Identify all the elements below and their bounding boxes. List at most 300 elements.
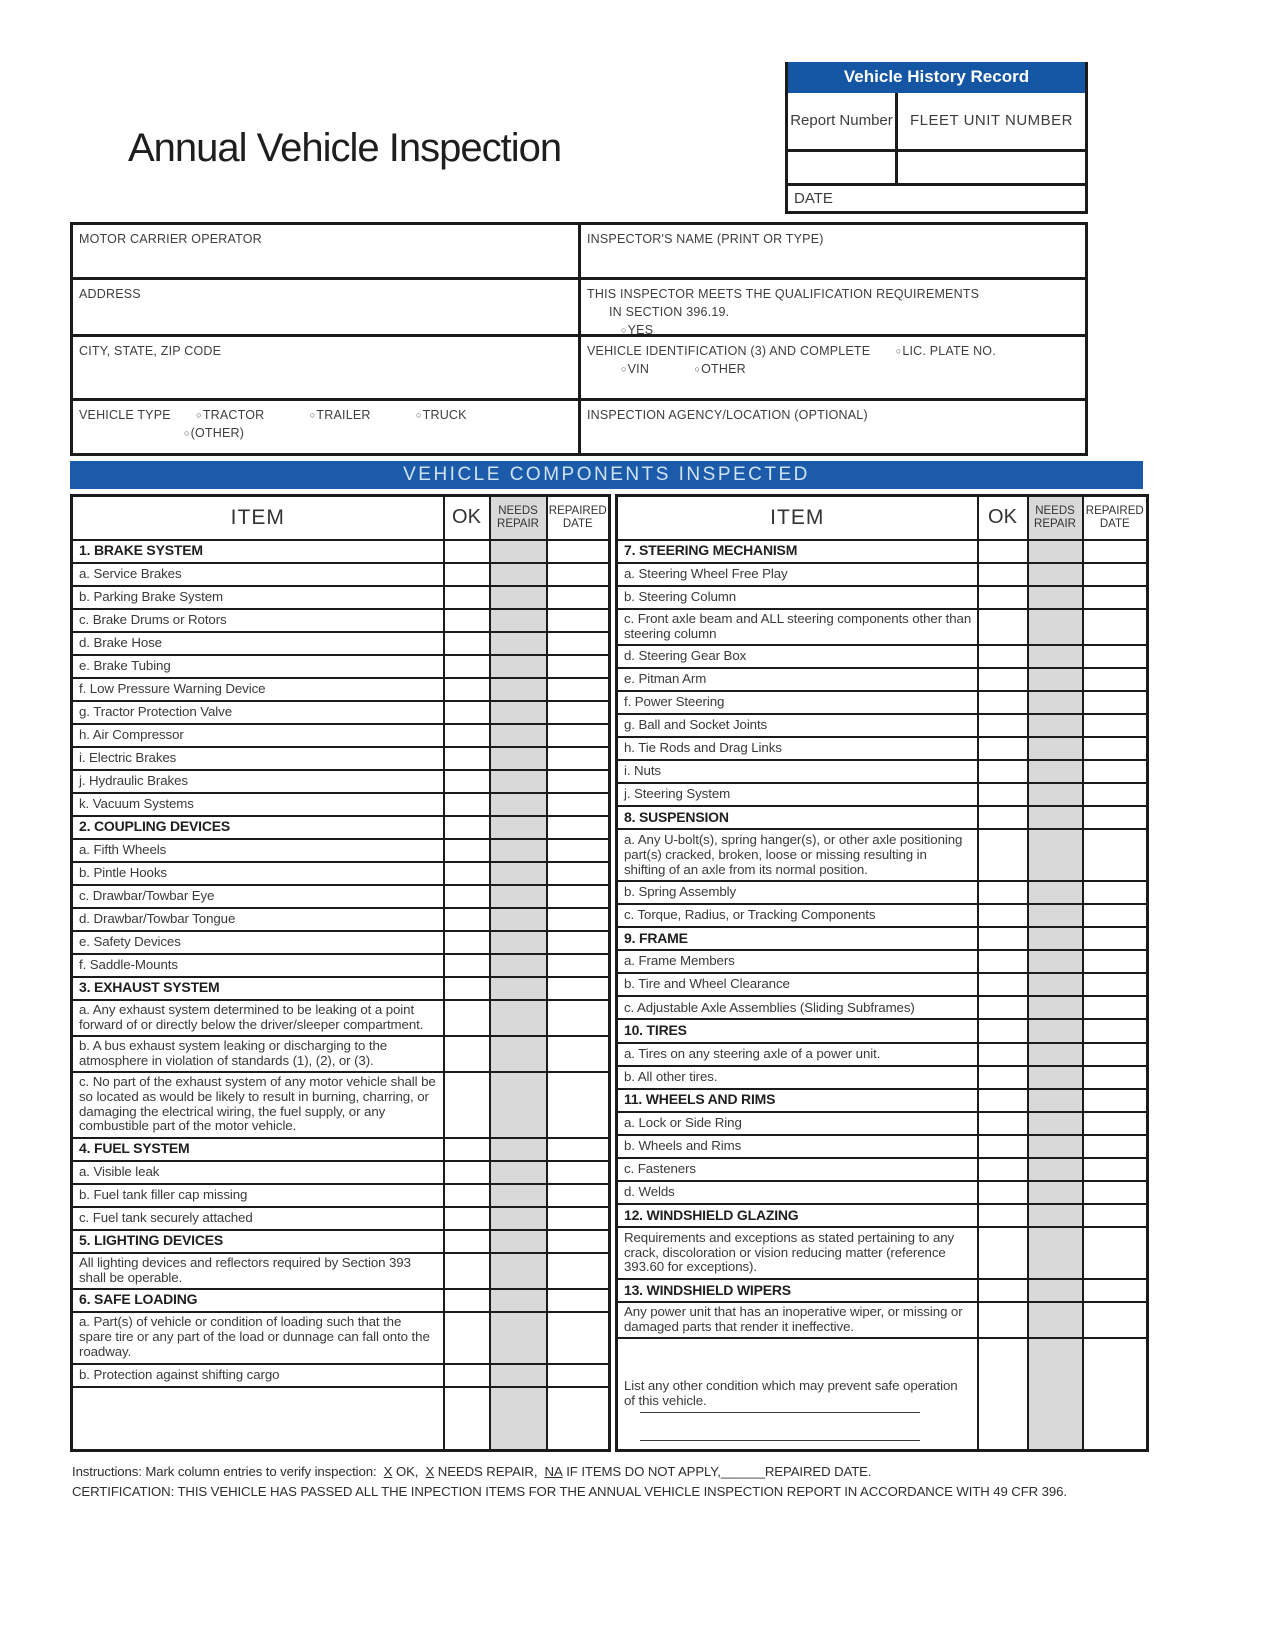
repaired-date-cell[interactable]: [1083, 1302, 1148, 1338]
ok-cell[interactable]: [978, 1066, 1028, 1089]
ok-cell[interactable]: [444, 1312, 490, 1364]
ok-cell[interactable]: [444, 816, 490, 839]
ok-cell[interactable]: [444, 1161, 490, 1184]
table-row: [72, 816, 610, 839]
repaired-date-cell[interactable]: [1083, 996, 1148, 1019]
ok-cell[interactable]: [978, 760, 1028, 783]
needs-repair-cell[interactable]: [1028, 540, 1083, 563]
table-row: [617, 806, 1148, 829]
ok-cell[interactable]: [444, 1000, 490, 1036]
ok-cell[interactable]: [444, 908, 490, 931]
ok-cell[interactable]: [978, 714, 1028, 737]
item-label: [617, 1181, 978, 1204]
repaired-date-cell[interactable]: [1083, 1204, 1148, 1227]
needs-repair-cell[interactable]: [1028, 1338, 1083, 1450]
repaired-date-cell[interactable]: [547, 1364, 610, 1387]
radio-trailer[interactable]: [310, 408, 371, 422]
ok-cell[interactable]: [444, 701, 490, 724]
repaired-date-cell[interactable]: [547, 1072, 610, 1138]
ok-cell[interactable]: [444, 678, 490, 701]
ok-cell[interactable]: [978, 950, 1028, 973]
write-in-line[interactable]: [640, 1440, 920, 1441]
repaired-date-cell[interactable]: [547, 586, 610, 609]
needs-repair-cell[interactable]: [490, 931, 547, 954]
ok-cell[interactable]: [978, 1019, 1028, 1042]
ok-cell[interactable]: [444, 862, 490, 885]
repaired-date-cell[interactable]: [547, 770, 610, 793]
ok-cell[interactable]: [444, 1138, 490, 1161]
item-text: a. Part(s) of vehicle or condition of loading such that the spare tire or any part of the load or dunnage can fall onto the roadway.: [79, 1314, 430, 1359]
repaired-date-cell[interactable]: [547, 793, 610, 816]
ok-cell[interactable]: [444, 724, 490, 747]
write-in-line[interactable]: [640, 1412, 920, 1413]
repaired-date-cell[interactable]: [547, 701, 610, 724]
ok-cell[interactable]: [444, 1387, 490, 1451]
section-header: [617, 1204, 978, 1227]
item-text: b. Parking Brake System: [79, 588, 224, 604]
ok-cell[interactable]: [978, 563, 1028, 586]
item-label: [72, 1364, 444, 1387]
needs-repair-cell[interactable]: [490, 908, 547, 931]
item-label: [72, 885, 444, 908]
ok-cell[interactable]: [444, 885, 490, 908]
city-state-zip-field[interactable]: [73, 337, 581, 401]
needs-repair-cell[interactable]: [1028, 1112, 1083, 1135]
needs-repair-cell[interactable]: [1028, 1135, 1083, 1158]
repaired-date-cell[interactable]: [547, 1230, 610, 1253]
item-label: [72, 793, 444, 816]
repaired-date-cell[interactable]: [1083, 1338, 1148, 1450]
ok-cell[interactable]: [444, 655, 490, 678]
table-row: [617, 829, 1148, 881]
repaired-date-cell[interactable]: [547, 1253, 610, 1289]
ok-cell[interactable]: [444, 1072, 490, 1138]
item-label: [72, 724, 444, 747]
ok-cell[interactable]: [444, 954, 490, 977]
radio-vin[interactable]: [587, 362, 649, 376]
ok-cell[interactable]: [444, 586, 490, 609]
item-text: b. Fuel tank filler cap missing: [79, 1186, 248, 1202]
repaired-date-cell[interactable]: [1083, 1089, 1148, 1112]
ok-cell[interactable]: [978, 829, 1028, 881]
repaired-date-cell[interactable]: [1083, 1227, 1148, 1279]
table-row: [72, 655, 610, 678]
table-row: [72, 1364, 610, 1387]
needs-repair-cell[interactable]: [490, 678, 547, 701]
date-field[interactable]: [788, 183, 1085, 211]
ok-cell[interactable]: [444, 1207, 490, 1230]
needs-repair-cell[interactable]: [1028, 668, 1083, 691]
ok-cell[interactable]: [978, 996, 1028, 1019]
needs-repair-cell[interactable]: [490, 1312, 547, 1364]
repaired-date-cell[interactable]: [1083, 645, 1148, 668]
ok-cell[interactable]: [978, 1089, 1028, 1112]
needs-repair-cell[interactable]: [490, 1072, 547, 1138]
repaired-date-cell[interactable]: [547, 632, 610, 655]
repaired-date-cell[interactable]: [1083, 1066, 1148, 1089]
needs-repair-cell[interactable]: [1028, 1204, 1083, 1227]
needs-repair-cell[interactable]: [1028, 1279, 1083, 1302]
needs-repair-cell[interactable]: [490, 563, 547, 586]
ok-cell[interactable]: [444, 931, 490, 954]
needs-repair-cell[interactable]: [490, 747, 547, 770]
needs-repair-cell[interactable]: [490, 1387, 547, 1451]
motor-carrier-operator-label: MOTOR CARRIER OPERATOR: [79, 232, 262, 246]
ok-cell[interactable]: [444, 977, 490, 1000]
item-text: a. Steering Wheel Free Play: [624, 565, 788, 581]
repaired-date-cell[interactable]: [547, 1184, 610, 1207]
other-option-label: OTHER: [701, 362, 746, 377]
table-row: [72, 1253, 610, 1289]
repaired-date-cell[interactable]: [1083, 668, 1148, 691]
inspector-name-label: INSPECTOR'S NAME (PRINT OR TYPE): [587, 232, 824, 246]
ok-cell[interactable]: [444, 747, 490, 770]
ok-cell[interactable]: [444, 1184, 490, 1207]
repaired-date-cell[interactable]: [547, 839, 610, 862]
radio-circle-icon: ○: [621, 364, 627, 375]
item-text: b. Protection against shifting cargo: [79, 1366, 280, 1382]
item-label: [72, 1184, 444, 1207]
item-label: [72, 908, 444, 931]
needs-repair-cell[interactable]: [490, 816, 547, 839]
repaired-date-cell[interactable]: [547, 816, 610, 839]
ok-cell[interactable]: [444, 1289, 490, 1312]
repaired-date-cell[interactable]: [1083, 806, 1148, 829]
table-row: [617, 1135, 1148, 1158]
radio-tractor[interactable]: [196, 408, 264, 422]
item-text: h. Tie Rods and Drag Links: [624, 739, 782, 755]
needs-repair-cell[interactable]: [490, 1000, 547, 1036]
needs-repair-cell[interactable]: [1028, 760, 1083, 783]
needs-repair-cell[interactable]: [1028, 904, 1083, 927]
section-header: [617, 927, 978, 950]
table-row: [617, 1204, 1148, 1227]
repaired-date-cell[interactable]: [1083, 737, 1148, 760]
ok-cell[interactable]: [978, 645, 1028, 668]
repaired-date-cell[interactable]: [1083, 1158, 1148, 1181]
ok-cell[interactable]: [978, 1158, 1028, 1181]
needs-repair-cell[interactable]: [490, 1184, 547, 1207]
repaired-date-cell[interactable]: [547, 1000, 610, 1036]
needs-repair-column-header: NEEDS REPAIR: [490, 496, 547, 540]
needs-repair-cell[interactable]: [490, 839, 547, 862]
repaired-date-cell[interactable]: [1083, 1135, 1148, 1158]
needs-repair-cell[interactable]: [490, 540, 547, 563]
ok-cell[interactable]: [444, 1253, 490, 1289]
seg-repaired-date: REPAIRED DATE.: [764, 1464, 872, 1479]
table-row: [72, 1184, 610, 1207]
needs-repair-cell[interactable]: [1028, 737, 1083, 760]
repaired-date-cell[interactable]: [1083, 1181, 1148, 1204]
ok-cell[interactable]: [978, 737, 1028, 760]
needs-repair-cell[interactable]: [1028, 1089, 1083, 1112]
needs-repair-cell[interactable]: [490, 793, 547, 816]
item-text: 3. EXHAUST SYSTEM: [79, 979, 220, 996]
needs-repair-cell[interactable]: [1028, 1019, 1083, 1042]
needs-repair-cell[interactable]: [490, 701, 547, 724]
needs-repair-cell[interactable]: [1028, 645, 1083, 668]
ok-cell[interactable]: [444, 839, 490, 862]
item-text: a. Service Brakes: [79, 565, 182, 581]
ok-cell[interactable]: [978, 540, 1028, 563]
components-table-left: [70, 494, 611, 1452]
needs-repair-cell[interactable]: [1028, 1181, 1083, 1204]
address-label: ADDRESS: [79, 287, 141, 301]
ok-cell[interactable]: [978, 904, 1028, 927]
item-label: [617, 609, 978, 645]
item-label: [617, 691, 978, 714]
item-label: [617, 563, 978, 586]
ok-cell[interactable]: [444, 793, 490, 816]
yes-option-label: YES: [627, 323, 654, 338]
needs-repair-cell[interactable]: [1028, 691, 1083, 714]
repaired-date-cell[interactable]: [547, 563, 610, 586]
section-header: [72, 1230, 444, 1253]
repaired-date-cell[interactable]: [547, 908, 610, 931]
ok-cell[interactable]: [978, 1279, 1028, 1302]
needs-repair-cell[interactable]: [1028, 1066, 1083, 1089]
needs-repair-cell[interactable]: [490, 1207, 547, 1230]
item-text: g. Tractor Protection Valve: [79, 703, 232, 719]
needs-repair-cell[interactable]: [490, 632, 547, 655]
item-text: b. Pintle Hooks: [79, 864, 167, 880]
table-header-row: [72, 496, 610, 540]
table-row: [72, 701, 610, 724]
ok-cell[interactable]: [978, 1112, 1028, 1135]
ok-cell[interactable]: [978, 1181, 1028, 1204]
repaired-date-cell[interactable]: [1083, 1112, 1148, 1135]
repaired-date-cell[interactable]: [1083, 1019, 1148, 1042]
repaired-date-cell[interactable]: [547, 1289, 610, 1312]
ok-cell[interactable]: [444, 1230, 490, 1253]
needs-repair-cell[interactable]: [1028, 783, 1083, 806]
ok-cell[interactable]: [978, 1135, 1028, 1158]
vehicle-history-record-title: Vehicle History Record: [788, 62, 1085, 93]
repaired-date-cell[interactable]: [1083, 586, 1148, 609]
repaired-date-cell[interactable]: [547, 931, 610, 954]
repaired-date-cell[interactable]: [547, 954, 610, 977]
ok-cell[interactable]: [978, 1043, 1028, 1066]
ok-cell[interactable]: [978, 586, 1028, 609]
repaired-date-cell[interactable]: [1083, 927, 1148, 950]
needs-repair-cell[interactable]: [1028, 973, 1083, 996]
repaired-date-cell[interactable]: [1083, 563, 1148, 586]
ok-cell[interactable]: [978, 881, 1028, 904]
table-row: [72, 1230, 610, 1253]
repaired-date-cell[interactable]: [547, 885, 610, 908]
repaired-date-cell[interactable]: [547, 724, 610, 747]
repaired-date-cell[interactable]: [1083, 1043, 1148, 1066]
table-row: [72, 632, 610, 655]
report-number-label: Report Number: [788, 93, 898, 149]
radio-other-id[interactable]: [694, 362, 745, 376]
needs-repair-cell[interactable]: [490, 724, 547, 747]
repaired-date-cell[interactable]: [1083, 691, 1148, 714]
repaired-date-cell[interactable]: [547, 862, 610, 885]
needs-repair-cell[interactable]: [490, 885, 547, 908]
ok-cell[interactable]: [978, 1302, 1028, 1338]
address-field[interactable]: [73, 280, 581, 337]
needs-repair-cell[interactable]: [1028, 881, 1083, 904]
needs-repair-cell[interactable]: [1028, 829, 1083, 881]
repaired-date-cell[interactable]: [1083, 829, 1148, 881]
item-text: 12. WINDSHIELD GLAZING: [624, 1206, 799, 1223]
item-label: [72, 931, 444, 954]
item-text: 11. WHEELS AND RIMS: [624, 1091, 776, 1108]
radio-circle-icon: ○: [309, 410, 316, 420]
needs-repair-cell[interactable]: [1028, 1043, 1083, 1066]
repaired-date-cell[interactable]: [547, 609, 610, 632]
repaired-date-cell[interactable]: [1083, 904, 1148, 927]
item-text: d. Drawbar/Towbar Tongue: [79, 910, 236, 926]
item-label: [617, 737, 978, 760]
item-text: 10. TIRES: [624, 1022, 687, 1039]
ok-cell[interactable]: [978, 927, 1028, 950]
repaired-date-cell[interactable]: [547, 977, 610, 1000]
ok-cell[interactable]: [444, 1036, 490, 1072]
ok-cell[interactable]: [444, 609, 490, 632]
table-row: [617, 973, 1148, 996]
ok-cell[interactable]: [978, 1204, 1028, 1227]
ok-cell[interactable]: [978, 806, 1028, 829]
radio-truck[interactable]: [416, 408, 467, 422]
needs-repair-cell[interactable]: [490, 1289, 547, 1312]
item-text: d. Welds: [624, 1183, 675, 1199]
item-text: g. Ball and Socket Joints: [624, 716, 768, 732]
mark-ok: X: [383, 1464, 393, 1479]
ok-cell[interactable]: [978, 1338, 1028, 1450]
item-label: [72, 954, 444, 977]
radio-circle-icon: ○: [621, 325, 627, 336]
ok-cell[interactable]: [444, 563, 490, 586]
instructions-prefix: Instructions: Mark column entries to verify inspection:: [72, 1464, 377, 1479]
item-label: [72, 609, 444, 632]
repaired-date-cell[interactable]: [1083, 1279, 1148, 1302]
radio-lic-plate[interactable]: [896, 344, 996, 358]
ok-cell[interactable]: [978, 609, 1028, 645]
needs-repair-cell[interactable]: [1028, 1158, 1083, 1181]
item-text: a. Lock or Side Ring: [624, 1114, 742, 1130]
needs-repair-cell[interactable]: [1028, 1227, 1083, 1279]
repaired-date-cell[interactable]: [1083, 540, 1148, 563]
repaired-date-cell[interactable]: [1083, 783, 1148, 806]
repaired-date-cell[interactable]: [547, 1138, 610, 1161]
needs-repair-cell[interactable]: [490, 1138, 547, 1161]
repaired-date-cell[interactable]: [1083, 760, 1148, 783]
item-text: c. Front axle beam and ALL steering components other than steering column: [624, 610, 972, 641]
ok-cell[interactable]: [978, 1227, 1028, 1279]
repaired-date-cell[interactable]: [1083, 973, 1148, 996]
item-text: c. Adjustable Axle Assemblies (Sliding Subframes): [624, 999, 915, 1015]
other-type-option-label: (OTHER): [190, 426, 245, 441]
table-row: [72, 1387, 610, 1451]
repaired-date-column-header: REPAIRED DATE: [1083, 496, 1148, 540]
item-text: c. Fuel tank securely attached: [79, 1209, 253, 1225]
needs-repair-cell[interactable]: [490, 1036, 547, 1072]
needs-repair-cell[interactable]: [1028, 950, 1083, 973]
needs-repair-cell[interactable]: [1028, 927, 1083, 950]
ok-cell[interactable]: [978, 691, 1028, 714]
report-number-field[interactable]: [788, 152, 898, 183]
ok-cell[interactable]: [444, 770, 490, 793]
needs-repair-cell[interactable]: [490, 586, 547, 609]
needs-repair-cell[interactable]: [1028, 586, 1083, 609]
item-label: [72, 839, 444, 862]
repaired-date-cell[interactable]: [547, 1161, 610, 1184]
repaired-date-cell[interactable]: [547, 1036, 610, 1072]
motor-carrier-operator-field[interactable]: [73, 225, 581, 280]
item-text: i. Electric Brakes: [79, 749, 177, 765]
needs-repair-cell[interactable]: [490, 1253, 547, 1289]
needs-repair-cell[interactable]: [490, 1364, 547, 1387]
ok-cell[interactable]: [444, 632, 490, 655]
needs-repair-cell[interactable]: [1028, 714, 1083, 737]
needs-repair-cell[interactable]: [1028, 806, 1083, 829]
item-label: [72, 862, 444, 885]
needs-repair-cell[interactable]: [1028, 996, 1083, 1019]
ok-cell[interactable]: [978, 668, 1028, 691]
repaired-date-cell[interactable]: [1083, 714, 1148, 737]
ok-cell[interactable]: [444, 1364, 490, 1387]
table-row: [72, 1036, 610, 1072]
ok-cell[interactable]: [444, 540, 490, 563]
needs-repair-cell[interactable]: [490, 609, 547, 632]
needs-repair-cell[interactable]: [1028, 1302, 1083, 1338]
needs-repair-cell[interactable]: [1028, 609, 1083, 645]
section-header: [617, 1019, 978, 1042]
repaired-date-cell[interactable]: [547, 655, 610, 678]
table-row: [617, 996, 1148, 1019]
repaired-date-cell[interactable]: [547, 1207, 610, 1230]
repaired-date-cell[interactable]: [547, 678, 610, 701]
inspection-agency-label: INSPECTION AGENCY/LOCATION (OPTIONAL): [587, 408, 868, 422]
item-label: [72, 1253, 444, 1289]
radio-other-type[interactable]: [79, 426, 244, 440]
needs-repair-cell[interactable]: [1028, 563, 1083, 586]
repaired-date-cell[interactable]: [547, 540, 610, 563]
item-label: [72, 1207, 444, 1230]
item-text: b. Tire and Wheel Clearance: [624, 976, 790, 992]
table-row: [617, 1089, 1148, 1112]
table-row: [72, 1289, 610, 1312]
needs-repair-cell[interactable]: [490, 862, 547, 885]
radio-yes[interactable]: [587, 323, 653, 337]
item-text: 13. WINDSHIELD WIPERS: [624, 1281, 791, 1298]
ok-cell[interactable]: [978, 973, 1028, 996]
item-label: [617, 904, 978, 927]
needs-repair-cell[interactable]: [490, 1230, 547, 1253]
needs-repair-cell[interactable]: [490, 770, 547, 793]
inspector-name-field[interactable]: [581, 225, 1085, 280]
repaired-date-cell[interactable]: [1083, 609, 1148, 645]
repaired-date-cell[interactable]: [1083, 950, 1148, 973]
item-label: [72, 655, 444, 678]
inspection-agency-field[interactable]: [581, 401, 1085, 453]
needs-repair-cell[interactable]: [490, 954, 547, 977]
repaired-date-cell[interactable]: [1083, 881, 1148, 904]
needs-repair-cell[interactable]: [490, 977, 547, 1000]
item-text: b. Wheels and Rims: [624, 1137, 742, 1153]
needs-repair-cell[interactable]: [490, 1161, 547, 1184]
repaired-date-cell[interactable]: [547, 1387, 610, 1451]
repaired-date-cell[interactable]: [547, 747, 610, 770]
table-row: [72, 839, 610, 862]
item-label: [72, 563, 444, 586]
repaired-date-cell[interactable]: [547, 1312, 610, 1364]
ok-cell[interactable]: [978, 783, 1028, 806]
needs-repair-cell[interactable]: [490, 655, 547, 678]
fleet-unit-number-field[interactable]: [898, 152, 1085, 183]
